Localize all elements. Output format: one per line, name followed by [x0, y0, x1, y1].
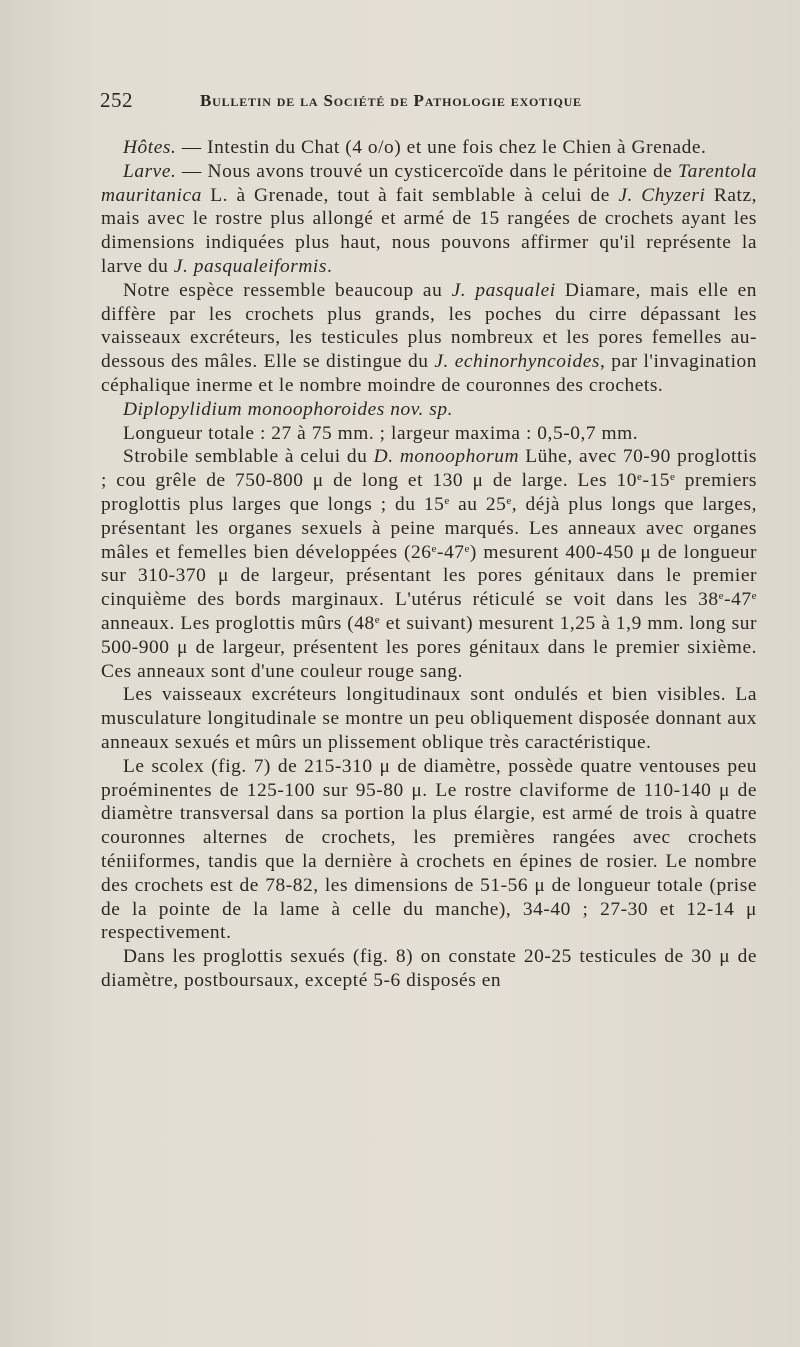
species-name: J. Chyzeri	[618, 184, 706, 206]
body-text	[101, 136, 757, 993]
paragraph-comparison: Notre espèce ressemble beaucoup au J. pasqualei Diamare, mais elle en diffère par les crochets plus grands, les poches du cirre dépassant les vaisseaux excréteurs, les testicules plus nombreux et les pores femelles au-dessous des mâles. Elle se distingue du J. echinorhyncoides, par l'invagination céphalique inerme et le nombre moindre de couronnes des crochets.	[101, 279, 757, 396]
paragraph-excretory-vessels: Les vaisseaux excréteurs longitudinaux sont ondulés et bien visibles. La musculature longitudinale se montre un peu obliquement disposée donnant aux anneaux sexués et mûrs un plissement oblique très caractéristique.	[101, 684, 757, 753]
paragraph-proglottis: Dans les proglottis sexués (fig. 8) on constate 20-25 testicules de 30 μ de diamètre, postboursaux, excepté 5-6 disposés en	[101, 946, 757, 991]
paragraph-dimensions: Longueur totale : 27 à 75 mm. ; largeur maxima : 0,5-0,7 mm.	[123, 422, 639, 444]
paragraph-larve: Larve. — Nous avons trouvé un cysticercoïde dans le péritoine de Tarentola mauritanica L. à Grenade, tout à fait semblable à celui de J. Chyzeri Ratz, mais avec le rostre plus allongé et armé de 15 rangées de crochets ayant les dimensions indiquées plus haut, nous pouvons affirmer qu'il représente la larve du J. pasqualeiformis.	[101, 160, 758, 277]
paragraph-scolex: Le scolex (fig. 7) de 215-310 μ de diamètre, possède quatre ventouses peu proéminentes de 125-100 sur 95-80 μ. Le rostre claviforme de 110-140 μ de diamètre transversal dans sa portion la plus élargie, est armé de trois à quatre couronnes alternes de crochets, les premières rangées avec crochets téniiformes, tandis que la dernière à crochets en épines de rosier. Le nombre des crochets est de 78-82, les dimensions de 51-56 μ de longueur totale (prise de la pointe de la lame à celle du manche), 34-40 ; 27-30 et 12-14 μ respectivement.	[101, 755, 757, 944]
page-number: 252	[100, 88, 133, 112]
species-name: Tarentola mauritanica	[101, 160, 757, 206]
species-name: D. monoophorum	[373, 446, 520, 468]
running-title: Bulletin de la Société de Pathologie exotique	[200, 91, 582, 110]
species-name: J. pasqualeiformis	[173, 255, 327, 277]
species-heading: Diplopylidium monoophoroides nov. sp.	[123, 398, 454, 420]
page-header	[100, 88, 760, 116]
section-label-hotes: Hôtes.	[123, 137, 177, 158]
species-name: J. echinorhyncoides	[434, 351, 600, 373]
section-label-larve: Larve.	[123, 160, 177, 182]
species-name: J. pasqualei	[451, 279, 556, 301]
paragraph-strobile: Strobile semblable à celui du D. monoophorum Lühe, avec 70-90 proglottis ; cou grêle de 750-800 μ de long et 130 μ de large. Les 10e-15e premiers proglottis plus larges que longs ; du 15e au 25e, déjà plus longs que larges, présentant les organes sexuels à peine marqués. Les anneaux avec organes mâles et femelles bien développées (26e-47e) mesurent 400-450 μ de longueur sur 310-370 μ de largeur, présentant les pores génitaux dans le premier cinquième des bords marginaux. L'utérus réticulé se voit dans les 38e-47e anneaux. Les proglottis mûrs (48e et suivant) mesurent 1,25 à 1,9 mm. long sur 500-900 μ de largeur, présentent les pores génitaux dans le premier sixième. Ces anneaux sont d'une couleur rouge sang.	[101, 446, 758, 682]
paragraph-hotes: Hôtes. — Intestin du Chat (4 o/o) et une fois chez le Chien à Grenade.	[123, 137, 707, 158]
